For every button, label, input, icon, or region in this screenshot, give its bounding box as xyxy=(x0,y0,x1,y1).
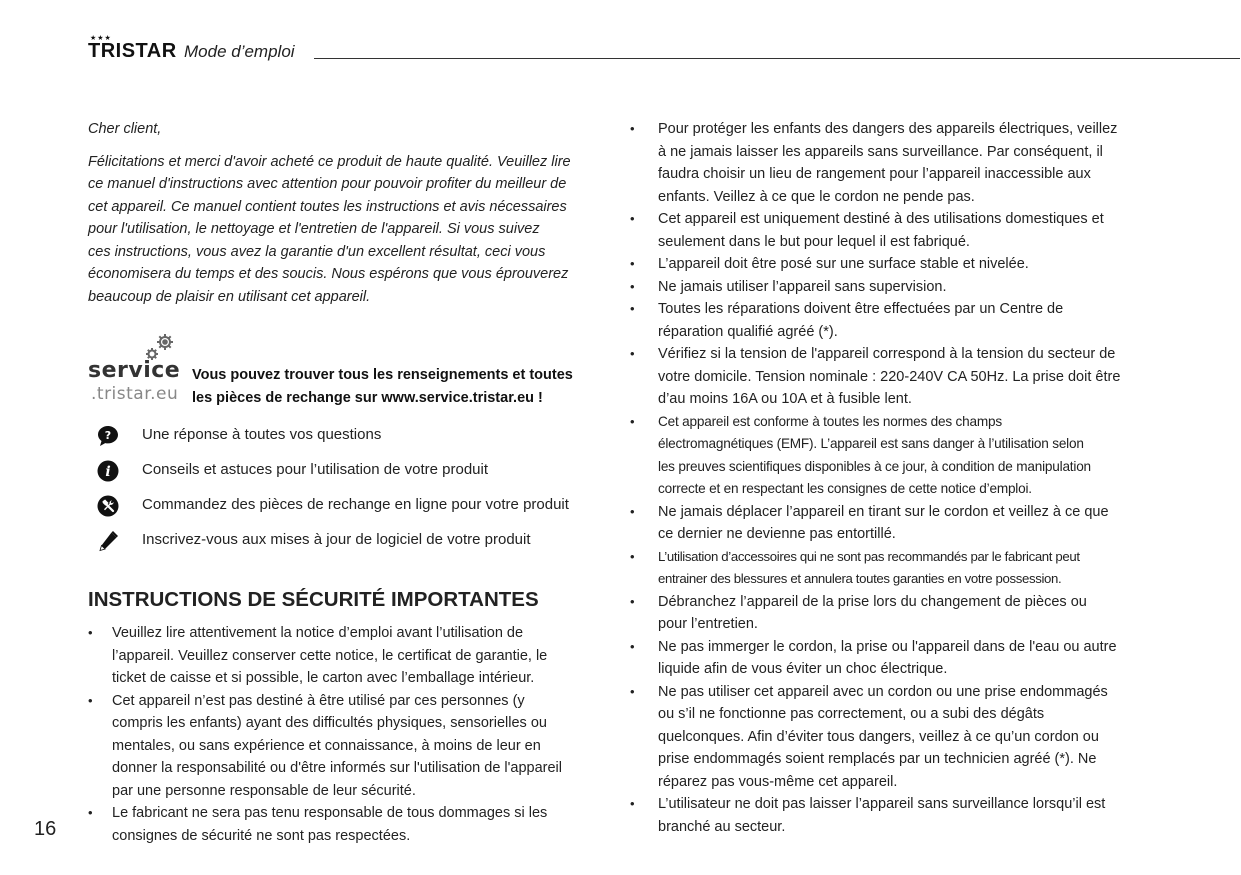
safety-item-line: réparez pas vous-même cet appareil. xyxy=(658,773,898,790)
intro-line: cet appareil. Ce manuel contient toutes les instructions et avis nécessaires xyxy=(88,198,567,215)
safety-item-line: ou s’il ne fonctionne pas correctement, ou a subi des dégâts xyxy=(658,706,1045,722)
safety-item xyxy=(630,253,1160,276)
safety-item-line: • Ne jamais utiliser l’appareil sans supervision. xyxy=(658,278,947,295)
safety-item xyxy=(630,276,1160,299)
brand-name: TRISTAR xyxy=(88,40,177,62)
safety-item xyxy=(630,591,1160,636)
safety-item-line: faudra choisir un lieu de rangement pour l’appareil inaccessible aux xyxy=(658,166,1091,182)
safety-item-line: • Ne jamais déplacer l’appareil en tirant sur le cordon et veillez à ce que xyxy=(658,503,1109,520)
service-block xyxy=(88,330,608,410)
safety-list-right xyxy=(630,118,1160,838)
pen-icon xyxy=(96,529,120,553)
document-subtitle: Mode d’emploi xyxy=(184,42,295,61)
question-icon xyxy=(96,424,120,448)
safety-item-line: • Cet appareil n’est pas destiné à être utilisé par ces personnes (y xyxy=(112,692,525,709)
safety-item-line: à ne jamais laisser les appareils sans surveillance. Par conséquent, il xyxy=(658,143,1103,160)
safety-item-line: enfants. Veillez à ce que le cordon ne pende pas. xyxy=(658,188,975,205)
safety-item xyxy=(630,208,1160,253)
safety-item xyxy=(88,622,608,690)
right-column xyxy=(630,118,1160,838)
safety-item-line: • Cet appareil est conforme à toutes les normes des champs xyxy=(658,413,1002,429)
safety-item-line: • Débranchez l’appareil de la prise lors du changement de pièces ou xyxy=(658,593,1087,610)
safety-item-line: • Veuillez lire attentivement la notice d’emploi avant l’utilisation de xyxy=(112,625,524,641)
safety-item-line: • Cet appareil est uniquement destiné à des utilisations domestiques et xyxy=(658,211,1104,227)
safety-item-line: votre domicile. Tension nominale : 220-240V CA 50Hz. La prise doit être xyxy=(658,368,1121,385)
feature-list xyxy=(88,422,608,562)
safety-item-line: • L’utilisation d’accessoires qui ne sont pas recommandés par le fabricant peut xyxy=(658,548,1080,564)
tools-icon xyxy=(96,494,120,518)
intro-line: ce manuel d'instructions avec attention pour pouvoir profiter du meilleur de xyxy=(88,176,567,192)
safety-item-line: consignes de sécurité ne sont pas respectées. xyxy=(112,827,411,844)
safety-item-line: quelconques. Afin d’éviter tous dangers, veillez à ce qu’un cordon ou xyxy=(658,728,1099,745)
service-logo-domain: .tristar.eu xyxy=(91,384,179,404)
info-icon xyxy=(96,459,120,483)
service-logo-word: service xyxy=(88,358,181,383)
safety-item-line: • Toutes les réparations doivent être effectuées par un Centre de xyxy=(658,301,1064,317)
safety-item-line: branché au secteur. xyxy=(658,818,786,835)
safety-item-line: réparation qualifié agréé (*). xyxy=(658,323,838,340)
greeting: Cher client, xyxy=(88,121,162,137)
intro-line: économisera du temps et des soucis. Nous espérons que vous éprouverez xyxy=(88,266,569,282)
safety-item-line: seulement dans le but pour lequel il est fabriqué. xyxy=(658,233,970,250)
safety-item xyxy=(630,546,1160,591)
safety-item-line: • Pour protéger les enfants des dangers des appareils électriques, veillez xyxy=(658,121,1118,137)
safety-item xyxy=(630,501,1160,546)
safety-item xyxy=(88,802,608,847)
header-rule xyxy=(314,58,1240,59)
safety-item xyxy=(630,411,1160,501)
intro-line: beaucoup de plaisir en utilisant cet appareil. xyxy=(88,288,371,305)
feature-item xyxy=(88,422,608,457)
safety-item-line: • Vérifiez si la tension de l'appareil correspond à la tension du secteur de xyxy=(658,346,1116,362)
safety-item-line: les preuves scientifiques disponibles à ce jour, à condition de manipulation xyxy=(658,458,1091,474)
service-text xyxy=(192,364,612,409)
intro-line: Félicitations et merci d'avoir acheté ce produit de haute qualité. Veuillez lire xyxy=(88,153,571,170)
safety-item-line: l’appareil. Veuillez conserver cette notice, le certificat de garantie, le xyxy=(112,647,548,664)
safety-item xyxy=(630,343,1160,411)
safety-item-line: ce dernier ne devienne pas entortillé. xyxy=(658,526,896,542)
safety-item-line: liquide afin de vous éviter un choc électrique. xyxy=(658,661,948,677)
safety-item-line: par une personne responsable de leur sécurité. xyxy=(112,782,416,799)
safety-item-line: prise endommagés soient remplacés par un technicien agréé (*). Ne xyxy=(658,751,1097,767)
left-column xyxy=(88,118,608,847)
safety-item xyxy=(630,118,1160,208)
safety-item-line: pour l’entretien. xyxy=(658,616,758,632)
safety-item-line: entrainer des blessures et annulera toutes garanties en votre possession. xyxy=(658,571,1062,586)
safety-item xyxy=(630,793,1160,838)
svg-text:?: ? xyxy=(104,429,112,442)
safety-item-line: électromagnétiques (EMF). L’appareil est sans danger à l’utilisation selon xyxy=(658,436,1084,451)
safety-item-line: • Ne pas immerger le cordon, la prise ou l'appareil dans de l'eau ou autre xyxy=(658,638,1117,655)
feature-text: Conseils et astuces pour l’utilisation de votre produit xyxy=(142,461,489,478)
intro-line: ces instructions, vous avez la garantie d'un excellent résultat, ceci vous xyxy=(88,243,546,260)
page-number: 16 xyxy=(34,818,57,840)
safety-item-line: • Le fabricant ne sera pas tenu responsable de tous dommages si les xyxy=(112,805,548,821)
page-header xyxy=(88,34,1240,62)
safety-item-line: donner la responsabilité ou d'être informés sur l'utilisation de l'appareil xyxy=(112,760,563,776)
feature-item xyxy=(88,527,608,562)
feature-text: Inscrivez-vous aux mises à jour de logiciel de votre produit xyxy=(142,531,531,548)
safety-item-line: mentales, ou sans expérience et connaissance, à moins de leur en xyxy=(112,737,541,754)
safety-item-line: compris les enfants) ayant des difficultés physiques, sensorielles ou xyxy=(112,715,547,731)
feature-text: Une réponse à toutes vos questions xyxy=(142,426,382,443)
section-title: INSTRUCTIONS DE SÉCURITÉ IMPORTANTES xyxy=(88,588,539,611)
feature-text: Commandez des pièces de rechange en ligne pour votre produit xyxy=(142,496,569,513)
service-line: Vous pouvez trouver tous les renseignements et toutes xyxy=(192,367,573,383)
brand-stars: ★★★ xyxy=(90,34,112,42)
safety-item xyxy=(630,681,1160,794)
safety-list-left xyxy=(88,622,608,847)
safety-item xyxy=(630,636,1160,681)
feature-item xyxy=(88,492,608,527)
safety-item-line: • L’appareil doit être posé sur une surface stable et nivelée. xyxy=(658,256,1029,272)
safety-item-line: • L’utilisateur ne doit pas laisser l’appareil sans surveillance lorsqu’il est xyxy=(658,796,1106,812)
intro-paragraph xyxy=(88,151,608,309)
safety-item xyxy=(630,298,1160,343)
safety-item-line: d’au moins 16A ou 10A et à fusible lent. xyxy=(658,391,912,407)
svg-text:i: i xyxy=(105,464,111,480)
safety-item-line: correcte et en respectant les consignes de cette notice d’emploi. xyxy=(658,481,1032,496)
safety-item-line: • Ne pas utiliser cet appareil avec un cordon ou une prise endommagés xyxy=(658,683,1108,700)
service-line: les pièces de rechange sur www.service.tristar.eu ! xyxy=(192,389,543,406)
safety-item xyxy=(88,690,608,803)
safety-item-line: ticket de caisse et si possible, le carton avec l’emballage intérieur. xyxy=(112,670,535,686)
feature-item xyxy=(88,457,608,492)
service-logo xyxy=(88,330,188,410)
intro-line: pour l'utilisation, le nettoyage et l'entretien de l'appareil. Si vous suivez xyxy=(88,221,540,237)
